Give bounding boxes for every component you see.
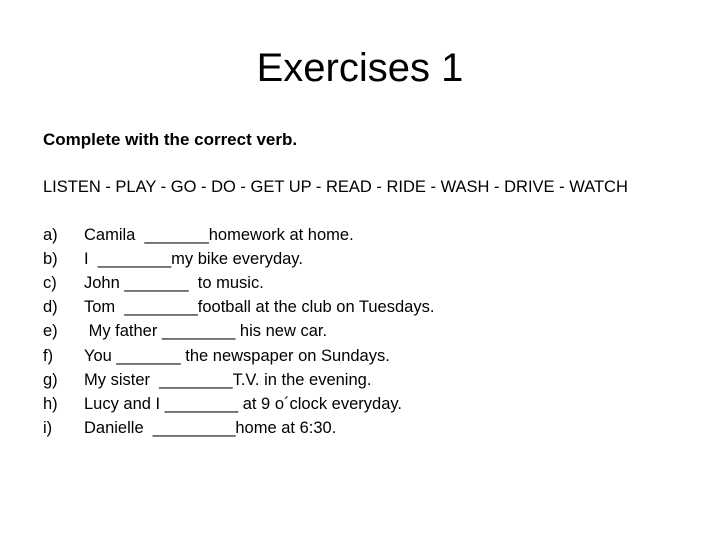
exercise-sentence: Danielle _________home at 6:30. — [84, 419, 337, 438]
exercise-letter: d) — [43, 298, 58, 317]
exercise-letter: i) — [43, 419, 53, 438]
exercise-item — [43, 392, 434, 416]
exercise-letter: b) — [43, 249, 58, 268]
exercise-list — [43, 223, 434, 441]
exercise-letter: a) — [43, 225, 58, 244]
exercise-sentence: My sister ________T.V. in the evening. — [84, 370, 372, 389]
exercise-sentence: Lucy and I ________ at 9 o´clock everyday. — [84, 394, 402, 413]
instruction-text: Complete with the correct verb. — [43, 130, 298, 149]
exercise-item — [43, 296, 434, 320]
exercise-item — [43, 368, 434, 392]
exercise-item — [43, 344, 434, 368]
exercise-letter: c) — [43, 273, 57, 292]
exercise-letter: f) — [43, 346, 54, 365]
slide-title: Exercises 1 — [256, 46, 464, 90]
exercise-sentence: Tom ________football at the club on Tuesdays. — [84, 298, 435, 317]
exercise-sentence: My father ________ his new car. — [84, 322, 328, 341]
exercise-sentence: I ________my bike everyday. — [84, 249, 303, 268]
exercise-item — [43, 223, 434, 247]
exercise-sentence: Camila _______homework at home. — [84, 225, 354, 244]
exercise-letter: h) — [43, 394, 58, 413]
exercise-sentence: John _______ to music. — [84, 273, 264, 292]
exercise-letter: g) — [43, 370, 58, 389]
exercise-sentence: You _______ the newspaper on Sundays. — [84, 346, 390, 365]
word-bank: LISTEN - PLAY - GO - DO - GET UP - READ - RIDE - WASH - DRIVE - WATCH — [43, 178, 628, 196]
exercise-item — [43, 247, 434, 271]
exercise-letter: e) — [43, 322, 58, 341]
exercise-item — [43, 271, 434, 295]
exercise-item — [43, 417, 434, 441]
exercise-item — [43, 320, 434, 344]
